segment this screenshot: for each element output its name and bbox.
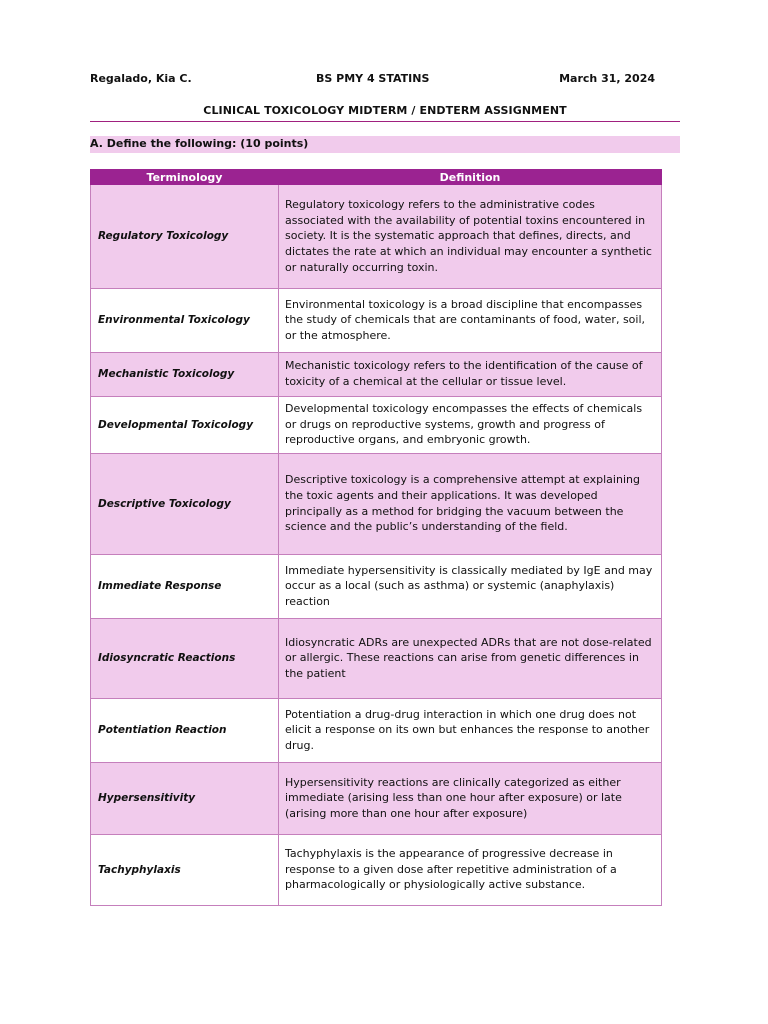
term-cell: Tachyphylaxis xyxy=(91,834,279,905)
term-cell: Idiosyncratic Reactions xyxy=(91,618,279,698)
table-header-row xyxy=(91,169,662,185)
table-row xyxy=(91,352,662,396)
definition-cell: Immediate hypersensitivity is classically mediated by IgE and may occur as a local (such as asthma) or systemic (anaphylaxis) reaction xyxy=(279,554,662,618)
term-cell: Descriptive Toxicology xyxy=(91,453,279,554)
definition-cell: Environmental toxicology is a broad discipline that encompasses the study of chemicals that are contaminants of food, water, soil, or the atmosphere. xyxy=(279,288,662,352)
definition-cell: Developmental toxicology encompasses the effects of chemicals or drugs on reproductive systems, growth and progress of reproductive organs, and embryonic growth. xyxy=(279,396,662,453)
definitions-table xyxy=(90,169,662,906)
term-cell: Hypersensitivity xyxy=(91,762,279,834)
term-cell: Regulatory Toxicology xyxy=(91,185,279,288)
column-header-terminology: Terminology xyxy=(91,169,279,185)
term-cell: Environmental Toxicology xyxy=(91,288,279,352)
term-cell: Potentiation Reaction xyxy=(91,698,279,762)
definition-cell: Regulatory toxicology refers to the administrative codes associated with the availability of potential toxins encountered in society. It is the systematic approach that defines, directs, and dictates the rate at which an individual may encounter a synthetic or naturally occurring toxin. xyxy=(279,185,662,288)
table-row xyxy=(91,762,662,834)
definition-cell: Idiosyncratic ADRs are unexpected ADRs that are not dose-related or allergic. These reactions can arise from genetic differences in the patient xyxy=(279,618,662,698)
table-row xyxy=(91,834,662,905)
term-cell: Immediate Response xyxy=(91,554,279,618)
definition-cell: Hypersensitivity reactions are clinically categorized as either immediate (arising less than one hour after exposure) or late (arising more than one hour after exposure) xyxy=(279,762,662,834)
student-name: Regalado, Kia C. xyxy=(90,72,192,85)
definition-cell: Descriptive toxicology is a comprehensive attempt at explaining the toxic agents and their applications. It was developed principally as a method for bridging the vacuum between the science and the public’s understanding of the field. xyxy=(279,453,662,554)
term-cell: Developmental Toxicology xyxy=(91,396,279,453)
definition-cell: Mechanistic toxicology refers to the identification of the cause of toxicity of a chemical at the cellular or tissue level. xyxy=(279,352,662,396)
title-divider xyxy=(90,121,680,122)
column-header-definition: Definition xyxy=(279,169,662,185)
table-row xyxy=(91,698,662,762)
table-row xyxy=(91,453,662,554)
table-row xyxy=(91,396,662,453)
definition-cell: Potentiation a drug-drug interaction in which one drug does not elicit a response on its own but enhances the response to another drug. xyxy=(279,698,662,762)
submission-date: March 31, 2024 xyxy=(559,72,655,85)
table-row xyxy=(91,288,662,352)
document-title: CLINICAL TOXICOLOGY MIDTERM / ENDTERM ASSIGNMENT xyxy=(203,104,567,117)
course-section: BS PMY 4 STATINS xyxy=(316,72,430,85)
section-label: A. Define the following: (10 points) xyxy=(90,137,309,150)
document-header xyxy=(90,72,655,88)
definition-cell: Tachyphylaxis is the appearance of progressive decrease in response to a given dose after repetitive administration of a pharmacologically or physiologically active substance. xyxy=(279,834,662,905)
table-row xyxy=(91,554,662,618)
table-row xyxy=(91,618,662,698)
table-row xyxy=(91,185,662,288)
section-heading xyxy=(90,136,680,153)
term-cell: Mechanistic Toxicology xyxy=(91,352,279,396)
